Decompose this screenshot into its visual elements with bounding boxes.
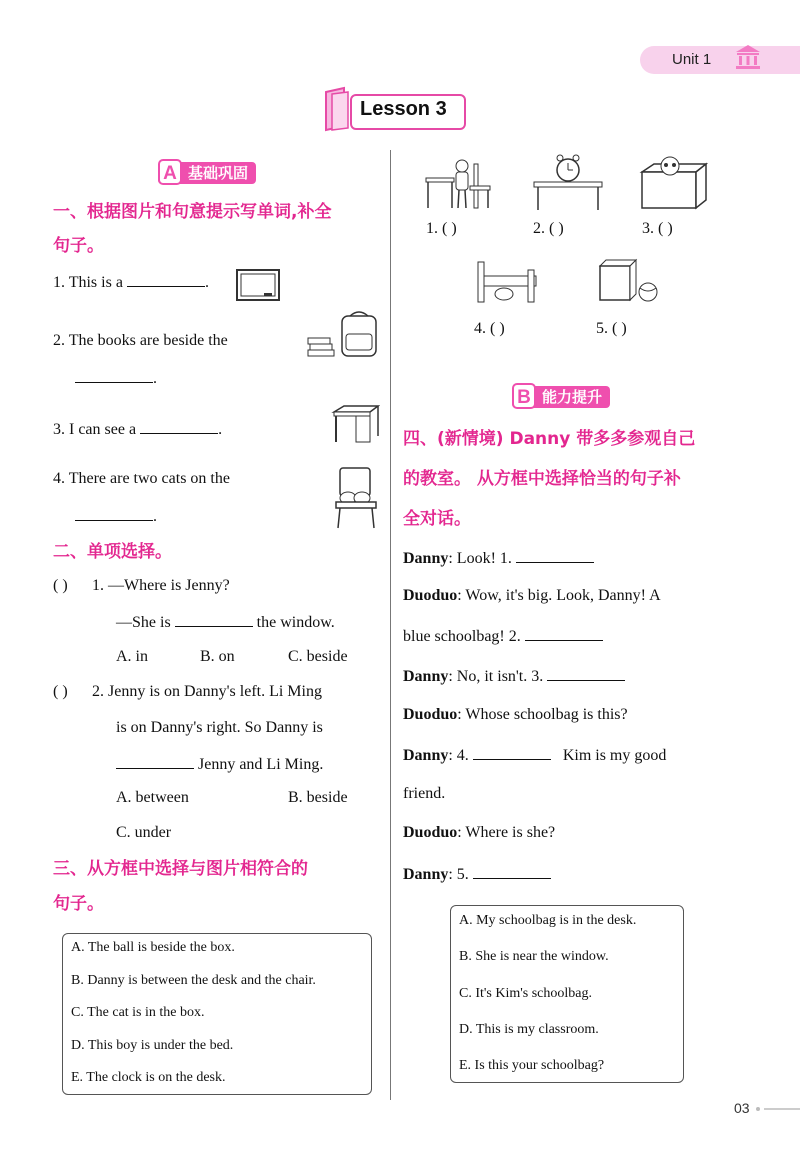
lesson-title: Lesson 3	[360, 98, 447, 120]
section-a-letter: A	[158, 159, 182, 185]
page-line	[764, 1108, 800, 1110]
page-number: 03	[734, 1100, 750, 1116]
part3-option-a: A. The ball is beside the box.	[71, 940, 235, 955]
part3-heading-1: 三、从方框中选择与图片相符合的	[53, 859, 308, 879]
part4-option-b: B. She is near the window.	[459, 949, 609, 964]
part4-heading-3: 全对话。	[403, 509, 471, 529]
unit-tab	[640, 46, 800, 74]
q1-blank[interactable]	[127, 272, 205, 287]
part1-heading-2: 句子。	[53, 236, 104, 256]
section-a-title: 基础巩固	[188, 164, 249, 182]
q3-blank[interactable]	[140, 419, 218, 434]
part2-q2-bracket[interactable]: ( )	[53, 683, 68, 700]
part4-heading-2: 的教室。 从方框中选择恰当的句子补	[403, 469, 681, 489]
boy-desk-chair-icon	[424, 156, 494, 212]
cat-in-box-icon	[638, 156, 710, 210]
part3-answer-1[interactable]: 1. ( )	[426, 220, 457, 237]
dialogue-blank-3[interactable]	[547, 666, 625, 681]
part1-q4-line2: .	[75, 506, 157, 526]
part2-q1-optC[interactable]: C. beside	[288, 648, 348, 665]
section-b-title: 能力提升	[542, 388, 603, 406]
schoolbag-books-icon	[306, 308, 382, 358]
desk-icon	[330, 404, 380, 444]
part3-option-e: E. The clock is on the desk.	[71, 1070, 226, 1085]
part3-option-b: B. Danny is between the desk and the chair.	[71, 973, 316, 988]
part3-option-box	[62, 933, 372, 1095]
part3-option-c: C. The cat is in the box.	[71, 1005, 205, 1020]
part1-q1: 1. This is a .	[53, 274, 209, 291]
q4-blank[interactable]	[75, 506, 153, 521]
part4-option-d: D. This is my classroom.	[459, 1022, 599, 1037]
ball-beside-box-icon	[598, 258, 660, 304]
part4-option-e: E. Is this your schoolbag?	[459, 1058, 605, 1073]
bed-boy-icon	[476, 258, 540, 306]
part2-q1-optB[interactable]: B. on	[200, 648, 235, 665]
dialogue-line-2: Duoduo: Wow, it's big. Look, Danny! A	[403, 587, 661, 604]
unit-label: Unit 1	[672, 51, 712, 68]
part4-option-c: C. It's Kim's schoolbag.	[459, 986, 592, 1001]
dialogue-line-9: Danny: 5.	[403, 864, 551, 884]
blackboard-icon	[236, 269, 280, 301]
dialogue-line-3: blue schoolbag! 2.	[403, 626, 603, 646]
clock-on-desk-icon	[532, 152, 604, 212]
q2-blank[interactable]	[75, 368, 153, 383]
part1-heading-1: 一、根据图片和句意提示写单词,补全	[53, 202, 332, 222]
dialogue-blank-5[interactable]	[473, 864, 551, 879]
part2-q2-line2: is on Danny's right. So Danny is	[116, 719, 323, 736]
part4-option-a: A. My schoolbag is in the desk.	[459, 913, 637, 928]
book-icon	[322, 86, 352, 132]
dialogue-line-8: Duoduo: Where is she?	[403, 824, 556, 841]
part2-q1-optA[interactable]: A. in	[116, 648, 148, 665]
column-divider	[390, 150, 391, 1100]
dialogue-blank-2[interactable]	[525, 626, 603, 641]
section-a-badge	[158, 162, 256, 184]
dialogue-line-7: friend.	[403, 785, 446, 802]
part2-q2-optA[interactable]: A. between	[116, 789, 189, 806]
dialogue-line-5: Duoduo: Whose schoolbag is this?	[403, 706, 628, 723]
dialogue-line-4: Danny: No, it isn't. 3.	[403, 666, 625, 686]
building-icon	[734, 44, 762, 70]
part1-q4: 4. There are two cats on the	[53, 470, 230, 487]
part3-answer-5[interactable]: 5. ( )	[596, 320, 627, 337]
section-b-letter: B	[512, 383, 536, 409]
page-dot	[756, 1107, 760, 1111]
part2-q2-line1: 2. Jenny is on Danny's left. Li Ming	[92, 683, 322, 700]
part2-q2-optB[interactable]: B. beside	[288, 789, 348, 806]
part1-q3: 3. I can see a .	[53, 421, 223, 438]
part4-option-box	[450, 905, 684, 1083]
part2-q1-blank[interactable]	[175, 612, 253, 627]
part2-q1-bracket[interactable]: ( )	[53, 577, 68, 594]
dialogue-line-1: Danny: Look! 1.	[403, 548, 594, 568]
part3-answer-4[interactable]: 4. ( )	[474, 320, 505, 337]
part2-q2-optC[interactable]: C. under	[116, 824, 172, 841]
cats-on-chair-icon	[330, 466, 382, 530]
part3-answer-3[interactable]: 3. ( )	[642, 220, 673, 237]
part4-heading-1: 四、(新情境) Danny 带多多参观自己	[403, 429, 696, 449]
dialogue-blank-1[interactable]	[516, 548, 594, 563]
part2-q1-line1: 1. —Where is Jenny?	[92, 577, 230, 594]
part3-heading-2: 句子。	[53, 894, 104, 914]
dialogue-line-6: Danny: 4. Kim is my good	[403, 747, 667, 764]
dialogue-blank-4[interactable]	[473, 745, 551, 760]
part2-q2-line3: Jenny and Li Ming.	[116, 754, 323, 774]
part3-option-d: D. This boy is under the bed.	[71, 1038, 234, 1053]
part2-heading: 二、单项选择。	[53, 542, 172, 562]
part2-q1-line2: —She is the window.	[116, 614, 335, 631]
section-b-badge	[512, 386, 610, 408]
part3-answer-2[interactable]: 2. ( )	[533, 220, 564, 237]
part1-q2: 2. The books are beside the	[53, 332, 228, 349]
part1-q2-line2: .	[75, 368, 157, 388]
part2-q2-blank[interactable]	[116, 754, 194, 769]
